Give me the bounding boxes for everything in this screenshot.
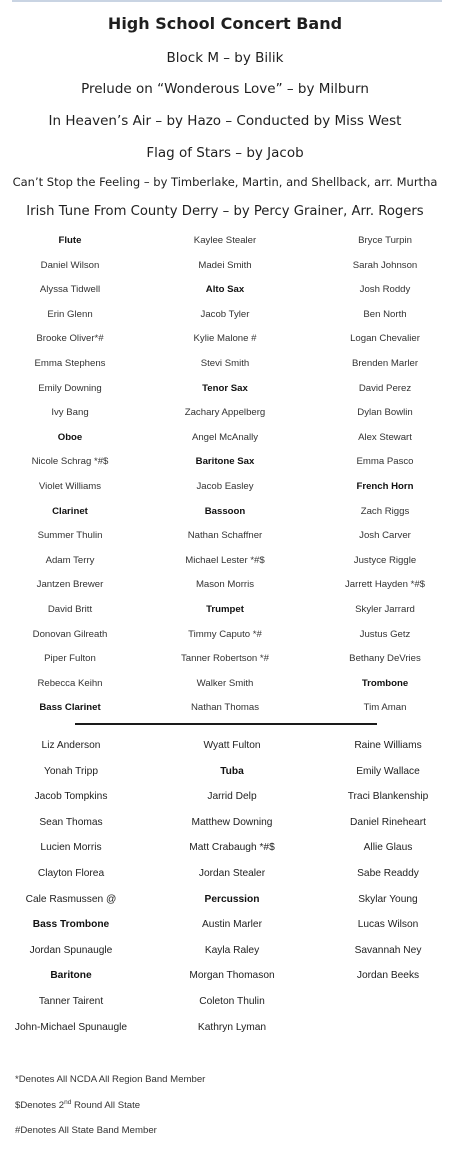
section-heading: Alto Sax	[205, 284, 245, 296]
member-name: Rebecca Keihn	[37, 677, 103, 689]
member-name: Piper Fulton	[44, 653, 96, 665]
page-title: High School Concert Band	[107, 14, 343, 33]
section-heading: Tenor Sax	[202, 382, 248, 394]
section-heading: Flute	[58, 235, 82, 246]
member-name: Sabe Readdy	[357, 867, 419, 879]
footnote-text: Round All State	[71, 1099, 141, 1111]
roster-column	[0, 733, 142, 1040]
section-heading: Oboe	[57, 431, 83, 443]
member-name: Emily Wallace	[356, 765, 420, 777]
member-name: Traci Blankenship	[347, 791, 429, 803]
member-name: Josh Carver	[359, 530, 411, 542]
member-name: Justus Getz	[359, 628, 411, 640]
member-name: Nicole Schrag *#$	[31, 456, 109, 468]
member-name: David Perez	[358, 382, 412, 394]
section-divider	[75, 723, 377, 725]
member-name: Angel McAnally	[191, 431, 259, 443]
footnote-all-region: *Denotes All NCDA All Region Band Member	[15, 1074, 206, 1085]
member-name: Daniel Wilson	[40, 259, 100, 271]
member-name: Walker Smith	[196, 677, 254, 689]
program-piece: In Heaven’s Air – by Hazo – Conducted by Miss West	[48, 113, 402, 129]
roster-column	[162, 733, 302, 1040]
section-heading: Percussion	[204, 893, 260, 905]
member-name: Jacob Tyler	[200, 308, 250, 320]
member-name: Bryce Turpin	[358, 235, 412, 246]
member-name: Justyce Riggle	[353, 554, 417, 566]
member-name: Logan Chevalier	[350, 333, 420, 345]
member-name: Zachary Appelberg	[184, 407, 266, 419]
member-name: John-Michael Spunaugle	[14, 1021, 128, 1033]
top-rule	[12, 0, 442, 2]
member-name: Tanner Tairent	[38, 995, 104, 1007]
member-name: Daniel Rineheart	[350, 816, 426, 828]
member-name: Morgan Thomason	[189, 970, 275, 982]
member-name: Cale Rasmussen @	[25, 893, 117, 905]
member-name: Skylar Young	[358, 893, 418, 905]
member-name: Erin Glenn	[47, 308, 93, 320]
member-name: Emily Downing	[38, 382, 102, 394]
member-name: Mason Morris	[195, 579, 255, 591]
member-name: Kathryn Lyman	[197, 1021, 267, 1033]
ordinal-suffix: nd	[64, 1098, 72, 1106]
section-heading: Bass Trombone	[32, 919, 110, 931]
member-name: Austin Marler	[201, 919, 262, 931]
member-name: Jordan Beeks	[356, 970, 420, 982]
member-name: Dylan Bowlin	[357, 407, 413, 419]
member-name: Brenden Marler	[351, 357, 419, 369]
member-name: Yonah Tripp	[44, 765, 98, 777]
program-piece: Can’t Stop the Feeling – by Timberlake, Martin, and Shellback, arr. Murtha	[12, 175, 438, 189]
member-name: Jordan Spunaugle	[29, 944, 113, 956]
member-name: Madei Smith	[198, 259, 252, 271]
member-name: Jarrett Hayden *#$	[345, 579, 425, 591]
member-name: Zach Riggs	[360, 505, 410, 517]
section-heading: Clarinet	[52, 505, 88, 517]
member-name: Donovan Gilreath	[32, 628, 108, 640]
member-name: Sean Thomas	[39, 816, 103, 828]
section-heading: Trumpet	[206, 603, 244, 615]
program-piece: Prelude on “Wonderous Love” – by Milburn	[81, 81, 369, 97]
member-name: Lucien Morris	[40, 842, 102, 854]
footnotes	[15, 1067, 205, 1144]
member-name: Jacob Tompkins	[34, 791, 108, 803]
roster-column	[0, 229, 140, 721]
member-name: Bethany DeVries	[349, 653, 421, 665]
section-heading: Trombone	[361, 677, 409, 689]
member-name: David Britt	[47, 603, 93, 615]
member-name: Adam Terry	[45, 554, 95, 566]
member-name: Brooke Oliver*#	[36, 333, 104, 345]
section-heading: Bass Clarinet	[39, 702, 101, 714]
section-heading: Tuba	[220, 765, 244, 777]
section-heading: Baritone	[50, 970, 92, 982]
program-piece: Flag of Stars – by Jacob	[146, 145, 304, 161]
member-name: Michael Lester *#$	[185, 554, 265, 566]
member-name: Ivy Bang	[51, 407, 89, 419]
member-name: Raine Williams	[354, 740, 422, 751]
member-name: Stevi Smith	[200, 357, 250, 369]
member-name: Coleton Thulin	[199, 995, 265, 1007]
member-name: Kaylee Stealer	[193, 235, 257, 246]
member-name: Matthew Downing	[191, 816, 273, 828]
member-name: Allie Glaus	[363, 842, 413, 854]
member-name: Tim Aman	[363, 702, 407, 714]
member-name: Sarah Johnson	[352, 259, 418, 271]
member-name: Matt Crabaugh *#$	[189, 842, 275, 854]
section-heading: French Horn	[356, 480, 414, 492]
program-piece: Block M – by Bilik	[166, 50, 284, 66]
footnote-text: $Denotes 2	[15, 1099, 65, 1111]
member-name: Summer Thulin	[37, 530, 103, 542]
member-name: Emma Pasco	[356, 456, 414, 468]
member-name: Josh Roddy	[359, 284, 411, 296]
member-name: Nathan Thomas	[190, 702, 260, 714]
member-name: Kayla Raley	[204, 944, 260, 956]
section-heading: Baritone Sax	[195, 456, 255, 468]
section-heading: Bassoon	[204, 505, 246, 517]
roster-column	[155, 229, 295, 721]
program-piece: Irish Tune From County Derry – by Percy Grainer, Arr. Rogers	[26, 204, 424, 219]
member-name: Liz Anderson	[41, 740, 101, 751]
member-name: Alyssa Tidwell	[39, 284, 101, 296]
member-name: Kylie Malone #	[193, 333, 257, 345]
member-name: Timmy Caputo *#	[188, 628, 262, 640]
member-name: Ben North	[363, 308, 407, 320]
member-name: Wyatt Fulton	[203, 740, 261, 751]
member-name: Tanner Robertson *#	[181, 653, 269, 665]
member-name: Clayton Florea	[37, 867, 105, 879]
member-name: Alex Stewart	[358, 431, 412, 443]
member-name: Lucas Wilson	[357, 919, 419, 931]
member-name: Emma Stephens	[34, 357, 106, 369]
footnote-second-round	[15, 1093, 205, 1119]
member-name: Jarrid Delp	[207, 791, 257, 803]
roster-column	[318, 733, 450, 989]
footnote-all-state: #Denotes All State Band Member	[15, 1125, 157, 1136]
member-name: Jantzen Brewer	[36, 579, 104, 591]
member-name: Nathan Schaffner	[187, 530, 263, 542]
member-name: Skyler Jarrard	[355, 603, 415, 615]
member-name: Savannah Ney	[354, 944, 422, 956]
member-name: Violet Williams	[38, 480, 102, 492]
roster-column	[315, 229, 450, 721]
member-name: Jacob Easley	[196, 480, 254, 492]
member-name: Jordan Stealer	[198, 867, 266, 879]
